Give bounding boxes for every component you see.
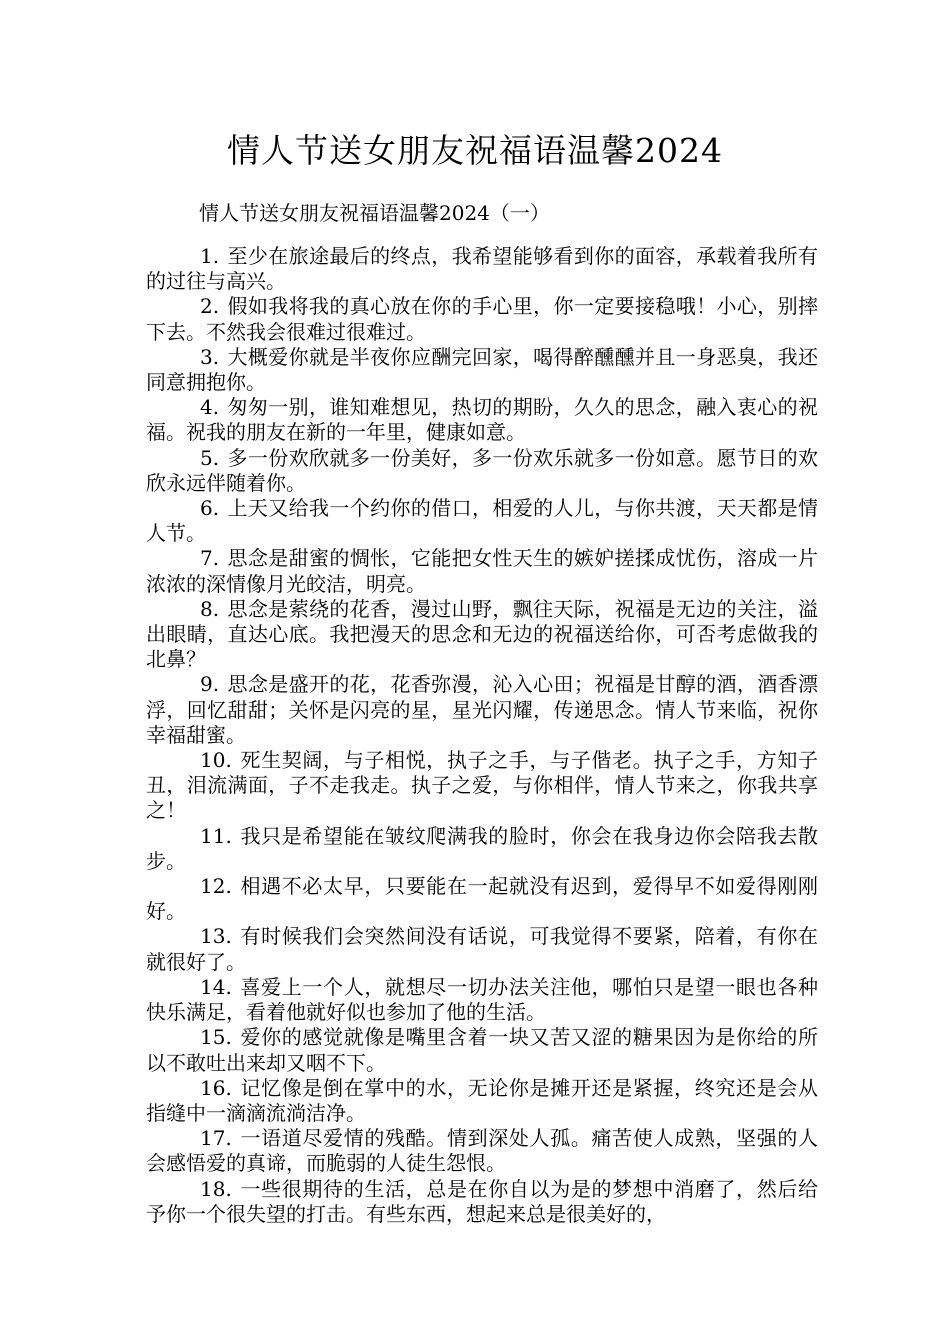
item-number: 14. xyxy=(200,974,232,999)
list-item xyxy=(146,1076,818,1126)
list-item xyxy=(146,395,818,445)
item-number: 11. xyxy=(200,823,232,848)
list-item xyxy=(146,446,818,496)
list-item xyxy=(146,975,818,1025)
item-text: 多一份欢欣就多一份美好，多一份欢乐就多一份如意。愿节日的欢欣永远伴随着你。 xyxy=(146,445,818,495)
item-text: 一语道尽爱情的残酷。情到深处人孤。痛苦使人成熟，坚强的人会感悟爱的真谛，而脆弱的人徒生怨恨。 xyxy=(146,1126,818,1176)
item-number: 7. xyxy=(200,546,220,571)
item-text: 相遇不必太早，只要能在一起就没有迟到，爱得早不如爱得刚刚好。 xyxy=(146,874,818,924)
item-text: 一些很期待的生活，总是在你自以为是的梦想中消磨了，然后给予你一个很失望的打击。有些东西，想起来总是很美好的， xyxy=(146,1176,818,1226)
list-item xyxy=(146,546,818,596)
item-text: 上天又给我一个约你的借口，相爱的人儿，与你共渡，天天都是情人节。 xyxy=(146,496,818,546)
item-text: 我只是希望能在皱纹爬满我的脸时，你会在我身边你会陪我去散步。 xyxy=(146,823,818,873)
section-heading: 情人节送女朋友祝福语温馨2024（一） xyxy=(199,201,550,225)
item-number: 10. xyxy=(200,748,232,773)
item-number: 9. xyxy=(200,672,220,697)
item-number: 17. xyxy=(200,1126,232,1151)
item-number: 2. xyxy=(200,294,220,319)
item-text: 匆匆一别，谁知难想见，热切的期盼，久久的思念，融入衷心的祝福。祝我的朋友在新的一年里，健康如意。 xyxy=(146,395,818,445)
item-number: 18. xyxy=(200,1176,232,1201)
item-text: 爱你的感觉就像是嘴里含着一块又苦又涩的糖果因为是你给的所以不敢吐出来却又咽不下。 xyxy=(146,1025,818,1075)
list-item xyxy=(146,672,818,748)
list-item xyxy=(146,874,818,924)
item-number: 12. xyxy=(200,874,232,899)
item-number: 5. xyxy=(200,445,220,470)
item-number: 6. xyxy=(200,496,220,521)
list-item xyxy=(146,1126,818,1176)
item-text: 大概爱你就是半夜你应酬完回家，喝得醉醺醺并且一身恶臭，我还同意拥抱你。 xyxy=(146,344,818,395)
item-number: 16. xyxy=(200,1075,232,1100)
item-text: 有时候我们会突然间没有话说，可我觉得不要紧，陪着，有你在就很好了。 xyxy=(146,924,818,974)
item-number: 1. xyxy=(200,244,220,268)
list-item xyxy=(146,748,818,824)
list-item xyxy=(146,244,818,294)
blessing-list xyxy=(146,244,818,1227)
item-text: 假如我将我的真心放在你的手心里，你一定要接稳哦！小心，别摔下去。不然我会很难过很难过。 xyxy=(146,294,818,344)
list-item xyxy=(146,597,818,673)
item-number: 8. xyxy=(200,596,220,621)
list-item xyxy=(146,924,818,974)
list-item xyxy=(146,294,818,344)
item-text: 思念是萦绕的花香，漫过山野，飘往天际，祝福是无边的关注，溢出眼睛，直达心底。我把漫天的思念和无边的祝福送给你，可否考虑做我的北鼻？ xyxy=(146,596,818,672)
list-item xyxy=(146,496,818,546)
list-item xyxy=(146,1025,818,1075)
item-text: 至少在旅途最后的终点，我希望能够看到你的面容，承载着我所有的过往与高兴。 xyxy=(146,244,818,294)
item-text: 思念是甜蜜的惆怅，它能把女性天生的嫉妒搓揉成忧伤，溶成一片浓浓的深情像月光皎洁，明亮。 xyxy=(146,546,818,596)
item-text: 喜爱上一个人，就想尽一切办法关注他，哪怕只是望一眼也各种快乐满足，看着他就好似也参加了他的生活。 xyxy=(146,974,818,1025)
list-item xyxy=(146,345,818,395)
item-number: 4. xyxy=(200,395,220,420)
list-item xyxy=(146,1177,818,1227)
item-number: 13. xyxy=(200,924,232,949)
list-item xyxy=(146,824,818,874)
item-number: 3. xyxy=(200,344,220,369)
item-text: 思念是盛开的花，花香弥漫，沁入心田；祝福是甘醇的酒，酒香漂浮，回忆甜甜；关怀是闪亮的星，星光闪耀，传递思念。情人节来临，祝你幸福甜蜜。 xyxy=(146,672,818,747)
item-text: 死生契阔，与子相悦，执子之手，与子偕老。执子之手，方知子丑，泪流满面，子不走我走。执子之爱，与你相伴，情人节来之，你我共享之！ xyxy=(146,748,818,823)
item-text: 记忆像是倒在掌中的水，无论你是摊开还是紧握，终究还是会从指缝中一滴滴流淌洁净。 xyxy=(146,1075,818,1125)
item-number: 15. xyxy=(200,1025,232,1050)
document-title: 情人节送女朋友祝福语温馨2024 xyxy=(227,131,723,170)
